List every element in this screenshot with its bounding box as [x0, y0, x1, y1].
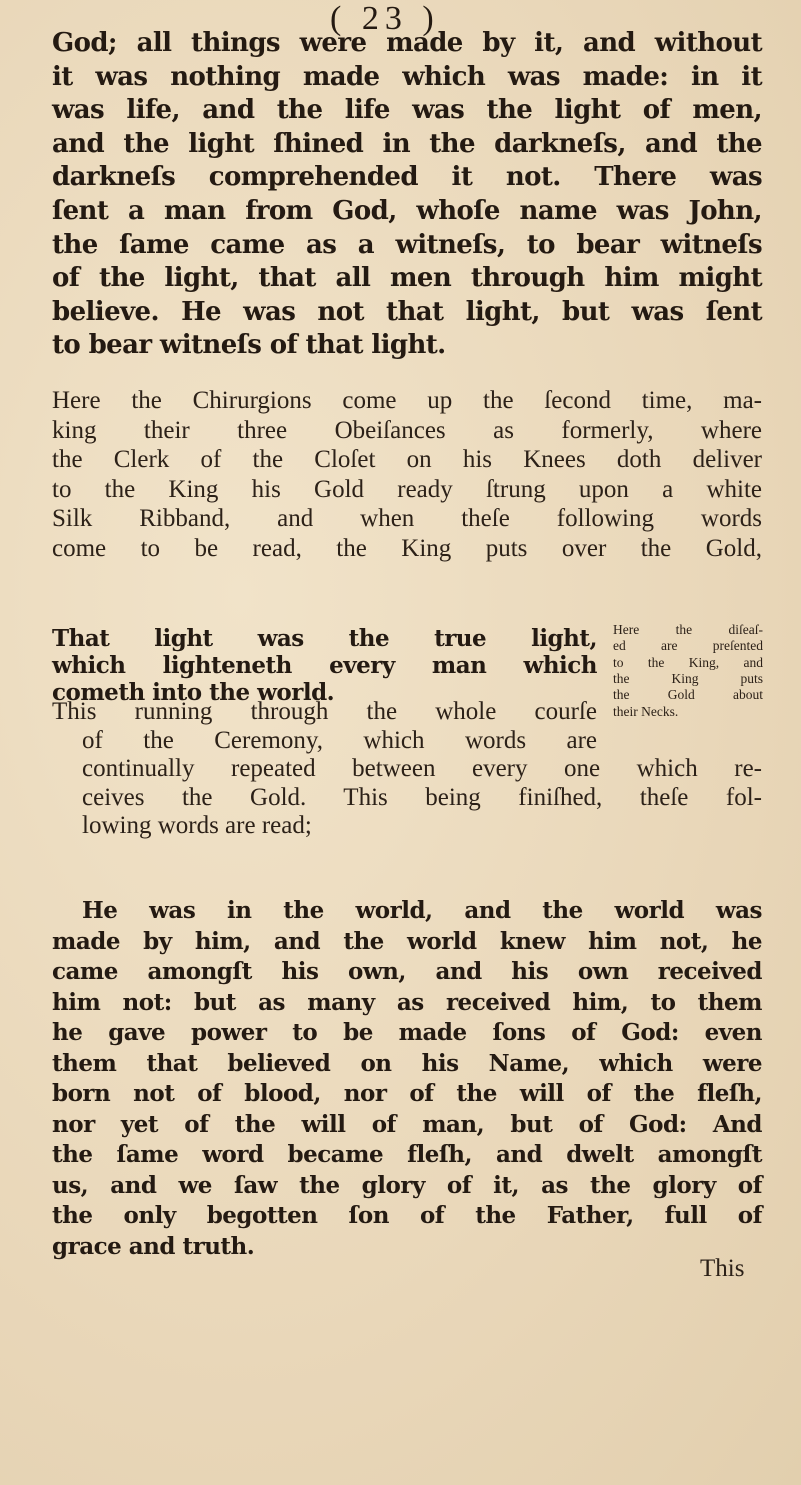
text-line: came amongſt his own, and his own received	[52, 958, 762, 985]
text-line: was life, and the life was the light of men,	[52, 95, 762, 126]
text-line: the ſame came as a witneſs, to bear witneſs	[52, 229, 762, 260]
text-line: ceives the Gold. This being finiſhed, theſe fol-	[82, 783, 762, 811]
text-line: which lighteneth every man which	[52, 652, 597, 679]
text-line: them that believed on his Name, which were	[52, 1049, 762, 1077]
text-line: believe. He was not that light, but was ſent	[52, 296, 762, 327]
text-line: the King puts	[613, 670, 763, 686]
text-line: the Clerk of the Cloſet on his Knees doth deliver	[52, 446, 762, 473]
text-line: nor yet of the will of man, but of God: And	[52, 1110, 762, 1138]
text-line: their Necks.	[613, 703, 679, 719]
text-line: That light was the true light,	[52, 625, 597, 652]
text-line: darkneſs comprehended it not. There was	[52, 162, 762, 193]
text-line: the Gold about	[613, 687, 763, 703]
text-line: continually repeated between every one which re-	[82, 755, 762, 782]
text-line: him not: but as many as received him, to them	[52, 988, 762, 1016]
text-line: to the King, and	[613, 654, 763, 670]
catchword: This	[700, 1255, 745, 1282]
text-line: Here the diſeaſ-	[613, 622, 763, 637]
text-line: made by him, and the world knew him not, he	[52, 927, 762, 955]
text-line: to the King his Gold ready ſtrung upon a white	[52, 475, 762, 503]
text-line: cometh into the world.	[52, 679, 335, 706]
text-line: ſent a man from God, whoſe name was John,	[52, 196, 762, 226]
text-line: come to be read, the King puts over the Gold,	[52, 534, 762, 562]
text-line: He was in the world, and the world was	[82, 897, 762, 924]
text-line: to bear witneſs of that light.	[52, 330, 446, 361]
text-line: Here the Chirurgions come up the ſecond time, ma-	[52, 387, 762, 414]
text-line: king their three Obeiſances as formerly, where	[52, 416, 762, 444]
page-number: ( 23 )	[330, 0, 440, 37]
text-line: the ſame word became fleſh, and dwelt amongſt	[52, 1141, 762, 1168]
text-line: born not of blood, nor of the will of the fleſh,	[52, 1080, 762, 1107]
text-line: This running through the whole courſe	[52, 698, 597, 725]
text-line: Silk Ribband, and when theſe following words	[52, 505, 762, 532]
text-line: ed are preſented	[613, 638, 763, 654]
text-line: of the Ceremony, which words are	[82, 726, 597, 754]
text-line: he gave power to be made ſons of God: even	[52, 1019, 762, 1046]
text-line: of the light, that all men through him might	[52, 263, 762, 294]
text-line: and the light ſhined in the darkneſs, and the	[52, 128, 762, 159]
text-line: God; all things were made by it, and without	[52, 28, 762, 58]
text-line: lowing words are read;	[82, 812, 312, 839]
text-line: it was nothing made which was made: in it	[52, 61, 762, 92]
text-line: the only begotten ſon of the Father, full of	[52, 1202, 762, 1229]
text-line: grace and truth.	[52, 1232, 255, 1260]
text-line: us, and we ſaw the glory of it, as the glory of	[52, 1171, 762, 1199]
